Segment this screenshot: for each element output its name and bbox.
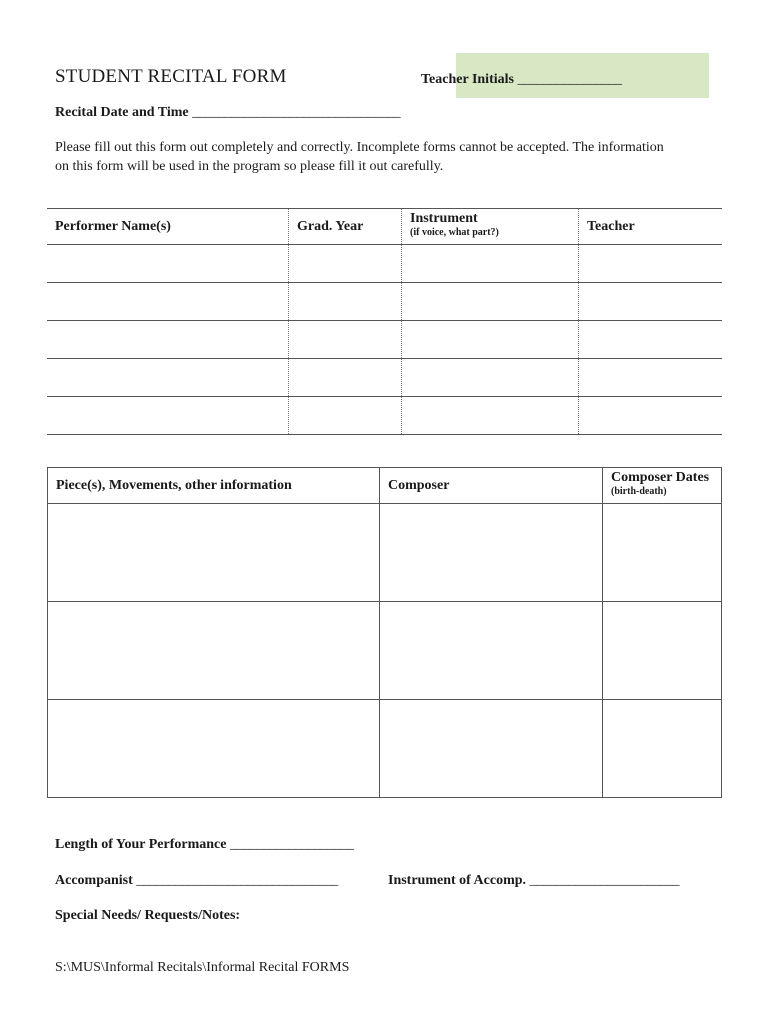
grad-year-cell[interactable] xyxy=(289,245,402,283)
composer-dates-cell[interactable] xyxy=(603,504,722,602)
header-performer-name: Performer Name(s) xyxy=(47,209,289,245)
table-row xyxy=(47,245,722,283)
file-path-footer: S:\MUS\Informal Recitals\Informal Recital FORMS xyxy=(55,960,350,975)
composer-dates-cell[interactable] xyxy=(603,700,722,798)
table-row xyxy=(47,321,722,359)
table-row xyxy=(48,504,722,602)
grad-year-cell[interactable] xyxy=(289,397,402,435)
recital-date-field[interactable] xyxy=(55,105,400,121)
performance-length-field[interactable] xyxy=(55,837,353,853)
piece-cell[interactable] xyxy=(48,700,380,798)
teacher-cell[interactable] xyxy=(579,283,723,321)
table-row xyxy=(48,700,722,798)
composer-cell[interactable] xyxy=(380,602,603,700)
header-composer-dates xyxy=(603,468,722,504)
special-needs-label: Special Needs/ Requests/Notes: xyxy=(55,908,241,923)
piece-cell[interactable] xyxy=(48,504,380,602)
instrument-cell[interactable] xyxy=(402,245,579,283)
grad-year-cell[interactable] xyxy=(289,321,402,359)
accompaniment-instrument-field[interactable] xyxy=(388,873,679,889)
accompanist-label: Accompanist xyxy=(55,873,133,888)
accompaniment-instrument-label: Instrument of Accomp. xyxy=(388,873,527,888)
header-instrument-label: Instrument xyxy=(410,211,478,226)
composer-dates-cell[interactable] xyxy=(603,602,722,700)
grad-year-cell[interactable] xyxy=(289,359,402,397)
header-composer-dates-note: (birth-death) xyxy=(611,486,667,497)
performance-length-blank[interactable]: ___________________ xyxy=(229,837,354,852)
header-grad-year: Grad. Year xyxy=(289,209,402,245)
piece-cell[interactable] xyxy=(48,602,380,700)
performer-name-cell[interactable] xyxy=(47,283,289,321)
teacher-initials-blank[interactable]: ________________ xyxy=(517,72,622,87)
instrument-cell[interactable] xyxy=(402,283,579,321)
header-pieces: Piece(s), Movements, other information xyxy=(48,468,380,504)
accompaniment-instrument-blank[interactable]: _______________________ xyxy=(529,873,680,888)
recital-date-label: Recital Date and Time xyxy=(55,105,189,120)
performer-name-cell[interactable] xyxy=(47,397,289,435)
header-teacher: Teacher xyxy=(579,209,723,245)
instrument-cell[interactable] xyxy=(402,321,579,359)
instrument-cell[interactable] xyxy=(402,397,579,435)
teacher-cell[interactable] xyxy=(579,245,723,283)
teacher-initials-label: Teacher Initials xyxy=(421,72,514,87)
table-row xyxy=(47,283,722,321)
instructions-text: Please fill out this form out completely and correctly. Incomplete forms cannot be accepted. The information on this form will be used in the program so please fill it out carefully. xyxy=(55,140,664,174)
performer-name-cell[interactable] xyxy=(47,321,289,359)
teacher-cell[interactable] xyxy=(579,397,723,435)
header-composer: Composer xyxy=(380,468,603,504)
header-composer-dates-label: Composer Dates xyxy=(611,470,710,485)
performers-header-row xyxy=(47,209,722,245)
composer-cell[interactable] xyxy=(380,700,603,798)
composer-cell[interactable] xyxy=(380,504,603,602)
teacher-initials-field[interactable] xyxy=(421,72,621,88)
pieces-header-row xyxy=(48,468,722,504)
performers-table xyxy=(47,208,722,435)
pieces-table xyxy=(47,467,722,798)
performer-name-cell[interactable] xyxy=(47,359,289,397)
instrument-cell[interactable] xyxy=(402,359,579,397)
performance-length-label: Length of Your Performance xyxy=(55,837,227,852)
page-title: STUDENT RECITAL FORM xyxy=(55,66,287,87)
header-instrument-note: (if voice, what part?) xyxy=(410,227,499,238)
table-row xyxy=(48,602,722,700)
teacher-cell[interactable] xyxy=(579,321,723,359)
teacher-cell[interactable] xyxy=(579,359,723,397)
performer-name-cell[interactable] xyxy=(47,245,289,283)
accompanist-blank[interactable]: _______________________________ xyxy=(136,873,338,888)
table-row xyxy=(47,397,722,435)
grad-year-cell[interactable] xyxy=(289,283,402,321)
recital-date-blank[interactable]: ________________________________ xyxy=(192,105,401,120)
header-instrument xyxy=(402,209,579,245)
table-row xyxy=(47,359,722,397)
accompanist-field[interactable] xyxy=(55,873,338,889)
